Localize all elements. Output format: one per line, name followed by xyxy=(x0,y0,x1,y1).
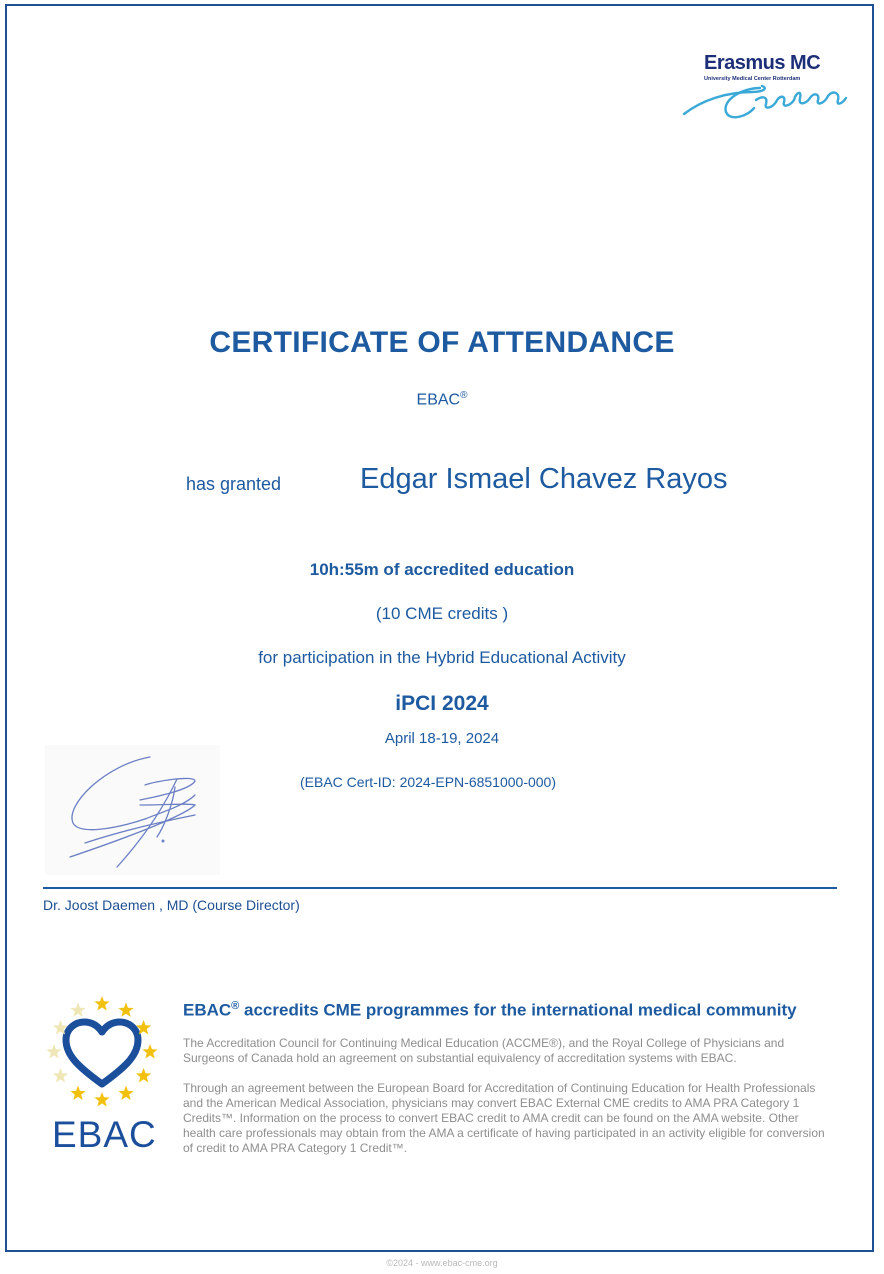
cme-credits: (10 CME credits ) xyxy=(375,604,509,623)
cert-id: (EBAC Cert-ID: 2024-EPN-6851000-000) xyxy=(300,774,557,790)
star-icon xyxy=(70,1086,85,1100)
certificate-title: CERTIFICATE OF ATTENDANCE xyxy=(209,326,675,359)
issuer xyxy=(0,390,884,409)
star-icon xyxy=(142,1044,157,1058)
star-icon xyxy=(46,1044,61,1058)
ebac-stars-heart-icon xyxy=(42,994,164,1114)
recipient-name: Edgar Ismael Chavez Rayos xyxy=(360,463,728,495)
star-icon xyxy=(136,1068,151,1082)
accreditation-paragraph-1: The Accreditation Council for Continuing Medical Education (ACCME®), and the Royal College of Physicians and Surgeons of Canada hold an agreement on substantial equivalency of accreditation systems with EBAC. xyxy=(183,1036,785,1065)
star-icon xyxy=(94,996,109,1010)
accreditation-title xyxy=(183,1000,797,1021)
course-director: Dr. Joost Daemen , MD (Course Director) xyxy=(43,897,300,913)
star-icon xyxy=(53,1068,68,1082)
signature-scribble xyxy=(45,745,220,875)
ebac-logo xyxy=(42,994,164,1164)
granted-label: has granted xyxy=(186,474,282,494)
signature-line xyxy=(43,887,837,889)
accreditation-paragraph-2: Through an agreement between the European Board for Accreditation of Continuing Education for Health Professionals and the American Medical Association, physicians may convert EBAC External CME credits to AMA PRA Category 1 Credits™. Information on the process to convert EBAC credit to AMA credit can be found on the AMA website. Other health care professionals may obtain from the AMA a certificate of having participated in an activity eligible for conversion of credit to AMA PRA Category 1 Credit™. xyxy=(183,1081,825,1155)
education-hours: 10h:55m of accredited education xyxy=(309,560,575,579)
issuer-registered-mark: ® xyxy=(460,390,468,401)
star-icon xyxy=(118,1002,133,1016)
star-icon xyxy=(118,1086,133,1100)
ebac-logo-text: EBAC xyxy=(52,1114,157,1155)
logo-subtitle: University Medical Center Rotterdam xyxy=(704,76,801,82)
event-dates: April 18-19, 2024 xyxy=(384,730,500,747)
footer-copyright: ©2024 - www.ebac-cme.org xyxy=(386,1258,498,1268)
event-name: iPCI 2024 xyxy=(395,692,489,715)
issuer-name: EBAC xyxy=(416,391,461,409)
participation-text: for participation in the Hybrid Educational Activity xyxy=(258,648,626,667)
erasmus-script-logo xyxy=(682,52,852,132)
star-icon xyxy=(94,1092,109,1106)
signature-image xyxy=(45,745,220,875)
erasmus-mc-logo xyxy=(682,52,852,132)
accreditation-title-prefix: EBAC xyxy=(183,1000,232,1020)
star-icon xyxy=(70,1002,85,1016)
logo-name: Erasmus MC xyxy=(704,52,821,74)
accreditation-title-rest: accredits CME programmes for the international medical community xyxy=(239,1000,797,1020)
accreditation-registered-mark: ® xyxy=(231,1000,240,1012)
